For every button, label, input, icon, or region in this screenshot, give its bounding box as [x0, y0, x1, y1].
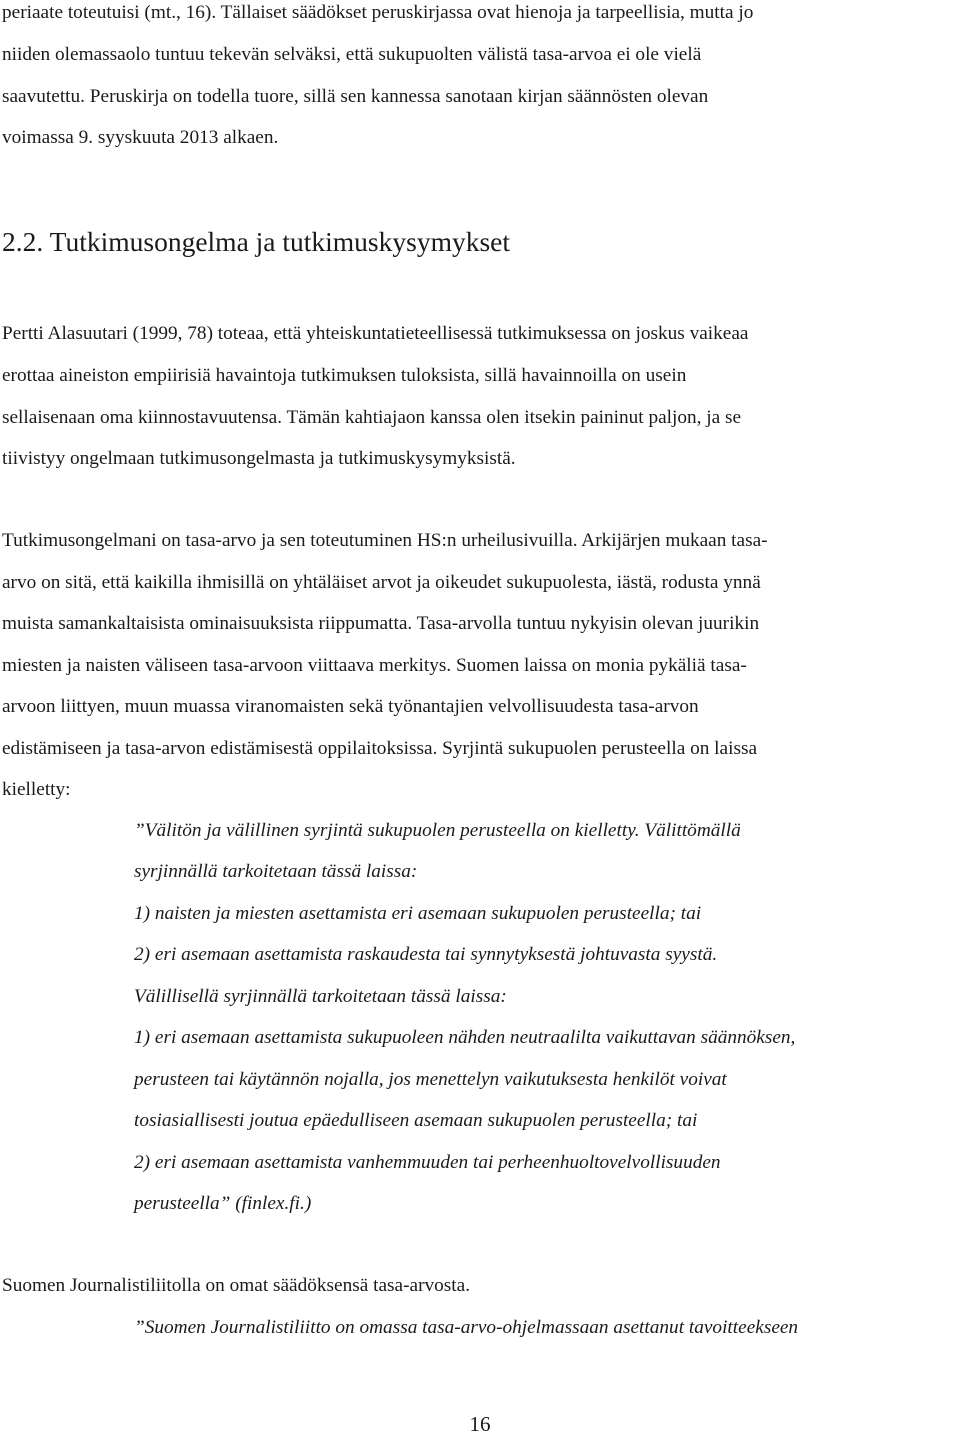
- quote-line: 2) eri asemaan asettamista raskaudesta tai synnytyksestä johtuvasta syystä.: [134, 944, 718, 965]
- text-line: edistämiseen ja tasa-arvon edistämisestä oppilaitoksissa. Syrjintä sukupuolen perusteella on laissa: [2, 738, 758, 759]
- text-line: kielletty:: [2, 779, 71, 800]
- quote-line: ”Suomen Journalistiliitto on omassa tasa-arvo-ohjelmassaan asettanut tavoitteekseen: [134, 1317, 799, 1338]
- text-line: sellaisenaan oma kiinnostavuutensa. Tämän kahtiajaon kanssa olen itsekin paininut paljon, ja se: [2, 407, 742, 428]
- text-line: miesten ja naisten väliseen tasa-arvoon viittaava merkitys. Suomen laissa on monia pykäliä tasa-: [2, 655, 747, 676]
- text-line: niiden olemassaolo tuntuu tekevän selväksi, että sukupuolten välistä tasa-arvoa ei ole vielä: [2, 44, 702, 65]
- text-line: erottaa aineiston empiirisiä havaintoja tutkimuksen tuloksista, sillä havainnoilla on usein: [2, 365, 687, 386]
- quote-line: 2) eri asemaan asettamista vanhemmuuden tai perheenhuoltovelvollisuuden: [134, 1152, 721, 1173]
- text-line: Tutkimusongelmani on tasa-arvo ja sen toteutuminen HS:n urheilusivuilla. Arkijärjen mukaan tasa-: [2, 530, 768, 551]
- page-number: 16: [469, 1412, 491, 1436]
- section-heading: 2.2. Tutkimusongelma ja tutkimuskysymykset: [2, 226, 511, 257]
- quote-line: Välillisellä syrjinnällä tarkoitetaan tässä laissa:: [134, 986, 507, 1007]
- text-line: tiivistyy ongelmaan tutkimusongelmasta ja tutkimuskysymyksistä.: [2, 448, 516, 469]
- text-line: arvo on sitä, että kaikilla ihmisillä on yhtäläiset arvot ja oikeudet sukupuolesta, iästä, rodusta ynnä: [2, 572, 761, 593]
- text-line: muista samankaltaisista ominaisuuksista riippumatta. Tasa-arvolla tuntuu nykyisin olevan juurikin: [2, 613, 760, 634]
- quote-line: syrjinnällä tarkoitetaan tässä laissa:: [134, 861, 418, 882]
- text-line: saavutettu. Peruskirja on todella tuore, sillä sen kannessa sanotaan kirjan säännösten olevan: [2, 86, 709, 107]
- text-line: Suomen Journalistiliitolla on omat säädöksensä tasa-arvosta.: [2, 1275, 471, 1296]
- quote-line: 1) eri asemaan asettamista sukupuoleen nähden neutraalilta vaikuttavan säännöksen,: [134, 1027, 796, 1048]
- quote-line: perusteen tai käytännön nojalla, jos menettelyn vaikutuksesta henkilöt voivat: [134, 1069, 727, 1090]
- text-line: Pertti Alasuutari (1999, 78) toteaa, että yhteiskuntatieteellisessä tutkimuksessa on joskus vaikeaa: [2, 323, 749, 344]
- text-line: voimassa 9. syyskuuta 2013 alkaen.: [2, 127, 279, 148]
- text-line: arvoon liittyen, muun muassa viranomaisten sekä työnantajien velvollisuudesta tasa-arvon: [2, 696, 699, 717]
- quote-line: tosiasiallisesti joutua epäedulliseen asemaan sukupuolen perusteella; tai: [134, 1110, 698, 1131]
- text-line: periaate toteutuisi (mt., 16). Tällaiset säädökset peruskirjassa ovat hienoja ja tarpeellisia, mutta jo: [2, 2, 754, 23]
- quote-line: 1) naisten ja miesten asettamista eri asemaan sukupuolen perusteella; tai: [134, 903, 702, 924]
- quote-line: ”Välitön ja välillinen syrjintä sukupuolen perusteella on kielletty. Välittömällä: [134, 820, 741, 841]
- quote-line: perusteella” (finlex.fi.): [134, 1193, 312, 1214]
